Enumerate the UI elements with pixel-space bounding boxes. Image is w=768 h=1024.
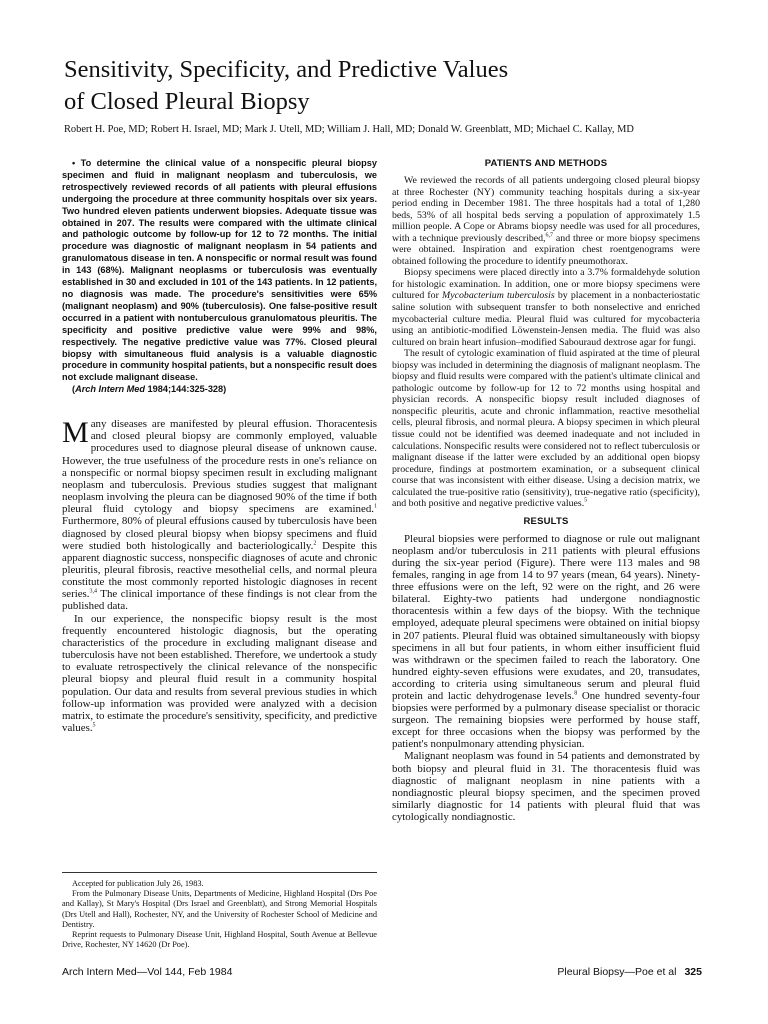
reference-mark: 5	[92, 722, 96, 729]
reference-mark: 1	[374, 503, 377, 510]
introduction	[62, 418, 377, 734]
reference-mark: 5	[584, 497, 588, 504]
footnotes	[62, 872, 377, 950]
title-line-2: of Closed Pleural Biopsy	[64, 88, 310, 115]
page-number: 325	[684, 966, 702, 978]
drop-cap: M	[62, 416, 89, 450]
reference-mark: 6,7	[545, 232, 553, 239]
organism-name: Mycobacterium tuberculosis	[442, 290, 555, 302]
footer-journal: Arch Intern Med—Vol 144, Feb 1984	[62, 966, 233, 978]
methods-heading: PATIENTS AND METHODS	[484, 158, 608, 169]
methods-paragraph-3: The result of cytologic examination of fluid aspirated at the time of pleural biopsy was included in determining the diagnosis of malignant neoplasm. The biopsy and fluid results were compared with the patient's ultimate clinical and pathologic outcome by follow-up for 12 to 72 months using hospital and physician records. A nonspecific biopsy result included diagnoses of nonspecific pleuritis, acute and chronic inflammation, reactive mesothelial cells, pleural fibrosis, and normal pleura. A biopsy specimen in which pleural tissue could not be identified was deemed inadequate and not included in calculations. Nonspecific results were considered not to reflect tuberculosis or malignant disease if the latter were excluded by an additional open biopsy procedure, findings at postmortem examination, or a subsequent clinical course that was inconsistent with either disease. Using a decision matrix, we calculated the true-positive ratio (sensitivity), true-negative ratio (specificity), and both positive and negative predictive values.$^5$	[392, 348, 700, 510]
reference-mark: 3,4	[89, 588, 98, 595]
running-title: Pleural Biopsy—Poe et al	[557, 966, 677, 978]
footnote-accepted: Accepted for publication July 26, 1983.	[72, 879, 204, 888]
abstract-text: • To determine the clinical value of a nonspecific pleural biopsy specimen and fluid in malignant neoplasm and tuberculosis, we retrospectively reviewed records of all patients with pleural effusions undergoing the procedure at three community hospitals over six years. Two hundred eleven patients underwent biopsies. Adequate tissue was obtained in 207. The results were compared with the ultimate clinical and pathologic outcome by follow-up for 12 to 72 months. The initial procedure was diagnostic of malignant neoplasm in 54 patients and granulomatous disease in ten. A nonspecific or normal result was found in 143 (68%). Malignant neoplasms or tuberculosis was eventually established in 30 and excluded in 101 of the 143 patients. In 12 patients, no diagnosis was made. The procedure's sensitivities were 65% (malignant neoplasm) and 90% (tuberculosis). One false-positive result occurred in a patient with nontuberculous granulomatous pleuritis. The specificity and positive predictive value were 99% and 98%, respectively. The negative predictive value was 77%. Closed pleural biopsy with simultaneous fluid analysis is a valuable diagnostic procedure in community hospital patients, but a nonspecific result does not exclude malignant disease.	[62, 158, 377, 383]
article-title	[64, 54, 724, 118]
results-paragraph-2: Malignant neoplasm was found in 54 patients and demonstrated by both biopsy and pleural fluid in 31. The thoracentesis fluid was diagnostic of malignant neoplasm in nine patients with a nondiagnostic pleural biopsy specimen, and the specimen proved similarly diagnostic for 14 patients with pleural fluid that was cytologically nondiagnostic.	[392, 750, 700, 823]
right-column	[392, 158, 700, 823]
citation-details: 1984;144:325-328)	[145, 384, 227, 395]
methods-paragraph-1: We reviewed the records of all patients undergoing closed pleural biopsy at three Rochester (NY) community teaching hospitals during a six-year period ending in December 1981. The three hospitals had a total of 1,280 beds, 53% of all hospital beds serving a population of approximately 1.5 million people. A Cope or Abrams biopsy needle was used for all procedures, with a technique previously described,$^{6,7}$ and three or more biopsy specimens were obtained. Inspiration and expiration chest roentgenograms were obtained following the procedure to identify pneumothorax.	[392, 174, 700, 267]
page-footer	[62, 966, 702, 982]
title-line-1: Sensitivity, Specificity, and Predictive Values	[64, 56, 509, 83]
abstract	[62, 158, 377, 384]
author-list: Robert H. Poe, MD; Robert H. Israel, MD; Mark J. Utell, MD; William J. Hall, MD; Donald W. Greenblatt, MD; Michael C. Kallay, MD	[64, 124, 634, 135]
reference-mark: 2	[313, 540, 317, 547]
footnote-reprints: Reprint requests to Pulmonary Disease Unit, Highland Hospital, South Avenue at Bellevue Drive, Rochester, NY 14620 (Dr Poe).	[62, 930, 377, 950]
intro-paragraph-2: In our experience, the nonspecific biopsy result is the most frequently encountered histologic diagnosis, but the operating characteristics of the procedure in excluding malignant disease and tuberculosis have not been established. Therefore, we undertook a study to evaluate retrospectively the clinical relevance of the nonspecific pleural biopsy and pleural fluid result in a community hospital population. Our data and results from several previous studies in which follow-up information was provided were analyzed with a decision matrix, to estimate the procedure's sensitivity, specificity, and predictive values.$^5$	[62, 612, 377, 735]
citation: (Arch Intern Med 1984;144:325-328)	[72, 384, 227, 395]
results-heading: RESULTS	[523, 515, 569, 527]
footer-right	[557, 966, 702, 978]
left-column	[62, 158, 377, 734]
intro-paragraph-1: Many diseases are manifested by pleural effusion. Thoracentesis and closed pleural biopsy are commonly employed, valuable procedures used to diagnose pleural disease of unknown cause. However, the true usefulness of the procedure rests in one's reliance on a nonspecific or normal biopsy specimen result in excluding malignant neoplasm and tuberculosis. Previous studies suggest that malignant neoplasm involving the pleura can be diagnosed 90% of the time if both pleural fluid cytology and biopsy specimens are examined.$^1$ Furthermore, 80% of pleural effusions caused by tuberculosis have been diagnosed by closed pleural biopsy when biopsy specimens and fluid were studied both histologically and bacteriologically.$^2$ Despite this apparent diagnostic success, nonspecific diagnoses of acute and chronic pleuritis, pleural fibrosis, reactive mesothelial cells, and normal pleura constitute the most commonly reported histologic diagnoses in recent series.$^{3,4}$ The clinical importance of these findings is not clear from the published data.	[62, 416, 378, 613]
methods-paragraph-2: Biopsy specimens were placed directly into a 3.7% formaldehyde solution for histologic examination. In addition, one or more biopsy specimens were cultured for Mycobacterium tuberculosis by placement in a nonbacteriostatic saline solution with subsequent transfer to both nonselective and enriched mycobacterial culture media. Pleural fluid was cultured for mycobacteria using an antibiotic-modified Löwenstein-Jensen media. The fluid was also cultured on brain heart infusion–modified Sabouraud dextrose agar for fungi.	[392, 267, 700, 348]
reference-mark: 8	[574, 690, 578, 697]
citation-journal: Arch Intern Med	[75, 384, 145, 395]
footnote-affiliation: From the Pulmonary Disease Units, Departments of Medicine, Highland Hospital (Drs Poe and Kallay), St Mary's Hospital (Drs Israel and Greenblatt), and Strong Memorial Hospitals (Drs Utell and Hall), Rochester, NY, and the University of Rochester School of Medicine and Dentistry.	[62, 889, 377, 929]
results-paragraph-1: Pleural biopsies were performed to diagnose or rule out malignant neoplasm and/or tuberculosis in 211 patients with pleural effusions during the six-year period (Figure). There were 113 males and 98 females, ranging in age from 14 to 97 years (mean, 64 years). Ninety-three effusions were on the left, 92 were on the right, and 26 were bilateral. Eighty-two patients had undergone nondiagnostic thoracentesis within a few days of the biopsy. With the technique employed, adequate pleural specimens were obtained on initial biopsy in 207 patients. Pleural fluid was obtained simultaneously with biopsy specimens in all but four patients, in whom either insufficient fluid was withdrawn or the specimen failed to reach the laboratory. One hundred eighty-seven effusions were exudates, and 20, transudates, according to criteria using simultaneous serum and pleural fluid protein and lactic dehydrogenase levels.$^8$ One hundred seventy-four biopsies were performed by a pulmonary disease specialist or thoracic surgeon. The remaining biopsies were performed by house staff, except for three occasions when the biopsy was performed by the patient's nonpulmonary attending physician.	[392, 532, 700, 751]
